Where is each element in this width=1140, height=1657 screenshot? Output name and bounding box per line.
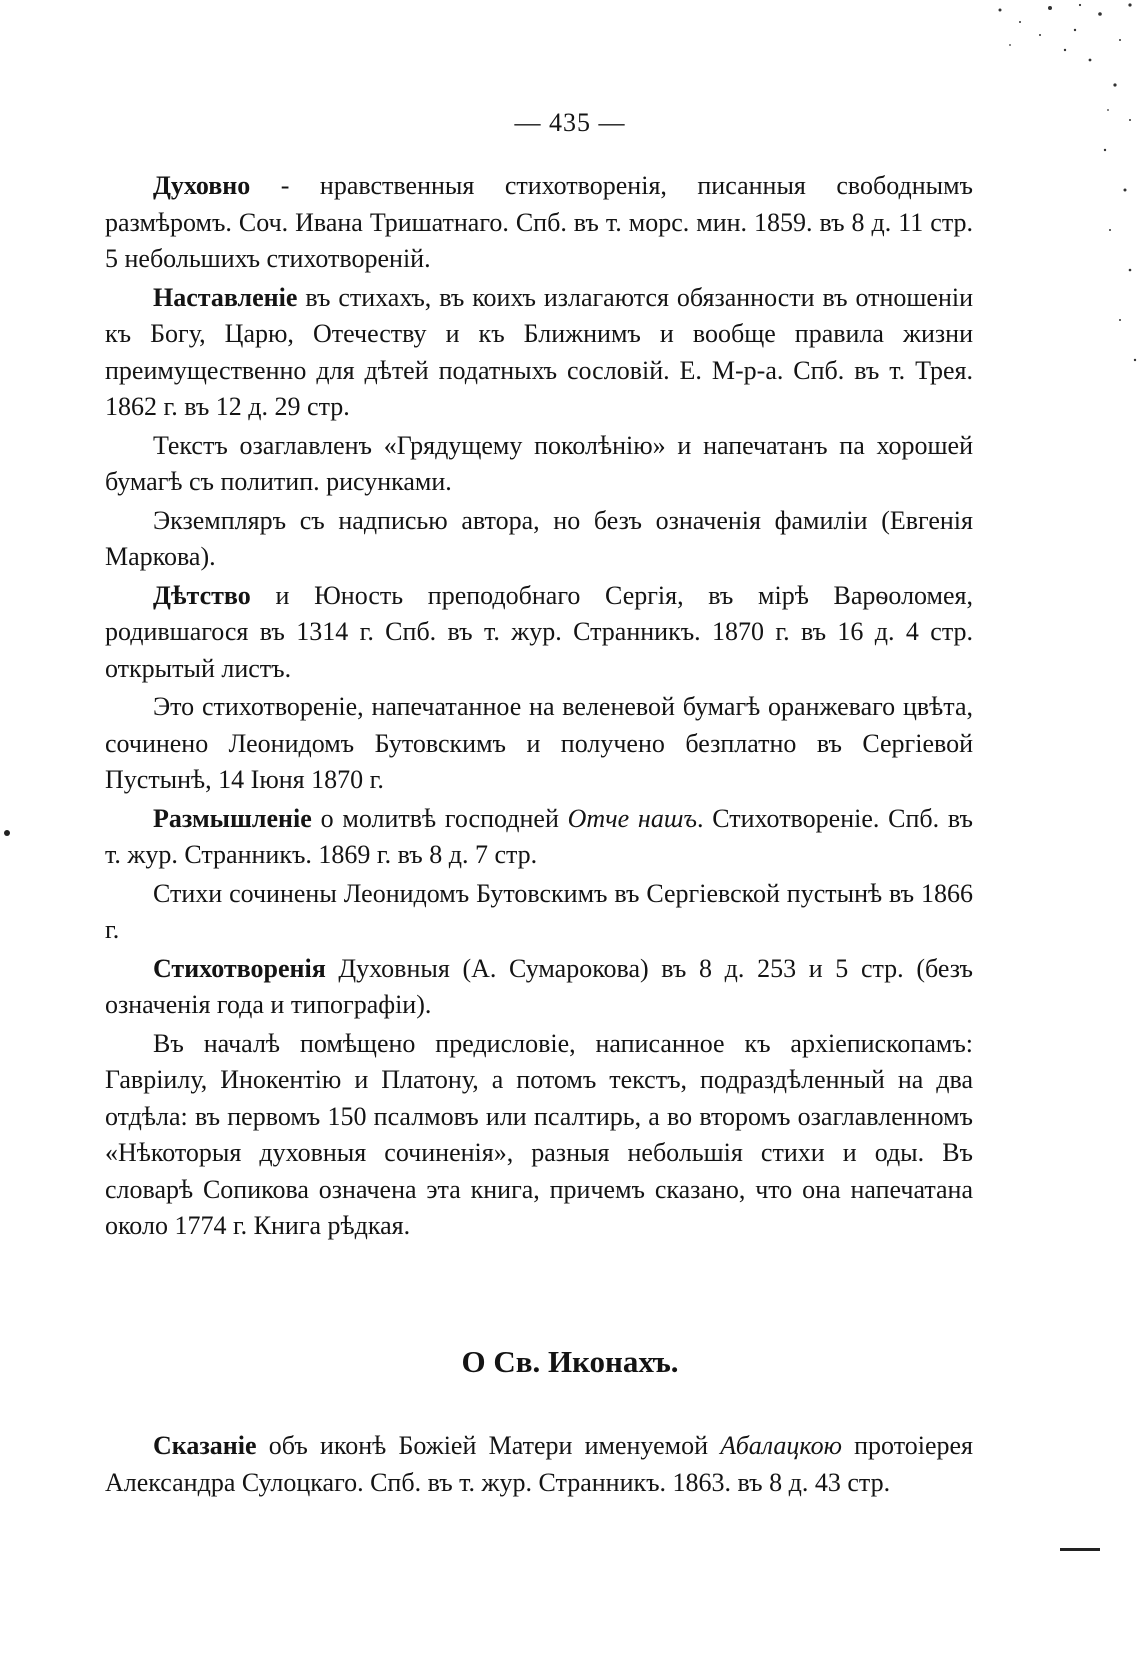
section-entries: [105, 1428, 973, 1503]
scan-speck: [4, 830, 10, 836]
entry-text: . Стихотвореніе. Спб. въ т. жур. Странникъ. 1869 г. въ 8 д. 7 стр.: [105, 803, 973, 869]
catalog-entries: [105, 168, 973, 1247]
entry-text: о молитвѣ господней: [311, 803, 568, 833]
entry-title: Наставленіе: [153, 282, 298, 312]
entry-text: - нравственныя стихотворенія, писанныя свободнымъ размѣромъ. Соч. Ивана Тришатнаго. Спб. въ т. морс. мин. 1859. въ 8 д. 11 стр. 5 небольшихъ стихотвореній.: [105, 171, 973, 273]
entry-2: [105, 280, 973, 426]
entry-text: протоіерея Александра Сулоцкаго. Спб. въ т. жур. Странникъ. 1863. въ 8 д. 43 стр.: [105, 1431, 973, 1497]
entry-text: Духовныя (А. Сумарокова) въ 8 д. 253 и 5 стр. (безъ означенія года и типографіи).: [105, 953, 973, 1019]
entry-title: Сказаніе: [153, 1431, 257, 1460]
entry-note: Въ началѣ помѣщено предисловіе, написанное къ архіепископамъ: Гавріилу, Инокентію и Платону, а потомъ текстъ, подраздѣленный на два отдѣла: въ первомъ 150 псалмовъ или псалтирь, а во второмъ озаглавленномъ «Нѣкоторыя духовныя сочиненія», разныя небольшія стихи и оды. Въ словарѣ Сопикова означена эта книга, причемъ сказано, что она напечатана около 1774 г. Книга рѣдкая.: [105, 1028, 973, 1240]
entry-note: Текстъ озаглавленъ «Грядущему поколѣнію» и напечатанъ па хорошей бумагѣ съ политип. рисунками.: [105, 430, 973, 496]
entry-text: объ иконѣ Божіей Матери именуемой: [256, 1431, 721, 1460]
scan-noise-specks: [980, 0, 1140, 420]
entry-title: Дѣтство: [153, 580, 251, 610]
entry-title: Стихотворенія: [153, 953, 326, 983]
entry-text: и Юность преподобнаго Сергія, въ мірѣ Варѳоломея, родившагося въ 1314 г. Спб. въ т. жур. Странникъ. 1870 г. въ 16 д. 4 стр. открытый листъ.: [105, 580, 973, 683]
entry-4: [105, 801, 973, 874]
entry-title: Размышленіе: [153, 803, 312, 833]
entry-5: [105, 951, 973, 1024]
entry-note: Экземпляръ съ надписью автора, но безъ означенія фамиліи (Евгенія Маркова).: [105, 505, 973, 571]
page-number: — 435 —: [514, 108, 626, 137]
section-entry: [105, 1428, 973, 1501]
entry-italic-title: Абалацкою: [720, 1431, 842, 1460]
section-heading: О Св. Иконахъ.: [461, 1344, 679, 1379]
entry-note: Стихи сочинены Леонидомъ Бутовскимъ въ Сергіевской пустынѣ въ 1866 г.: [105, 878, 973, 944]
entry-italic-title: Отче нашъ: [567, 803, 697, 833]
entry-text: въ стихахъ, въ коихъ излагаются обязанности въ отношеніи къ Богу, Царю, Отечеству и къ Ближнимъ и вообще правила жизни преимущественно для дѣтей податныхъ сословій. Е. М-р-а. Спб. въ т. Трея. 1862 г. въ 12 д. 29 стр.: [105, 282, 973, 421]
entry-3: [105, 578, 973, 688]
entry-title: Духовно: [153, 171, 251, 200]
entry-note: Это стихотвореніе, напечатанное на веленевой бумагѣ оранжеваго цвѣта, сочинено Леонидомъ Бутовскимъ и получено безплатно въ Сергіевой Пустынѣ, 14 Іюня 1870 г.: [105, 692, 973, 794]
scan-mark: [1060, 1548, 1100, 1551]
entry-1: [105, 168, 973, 278]
